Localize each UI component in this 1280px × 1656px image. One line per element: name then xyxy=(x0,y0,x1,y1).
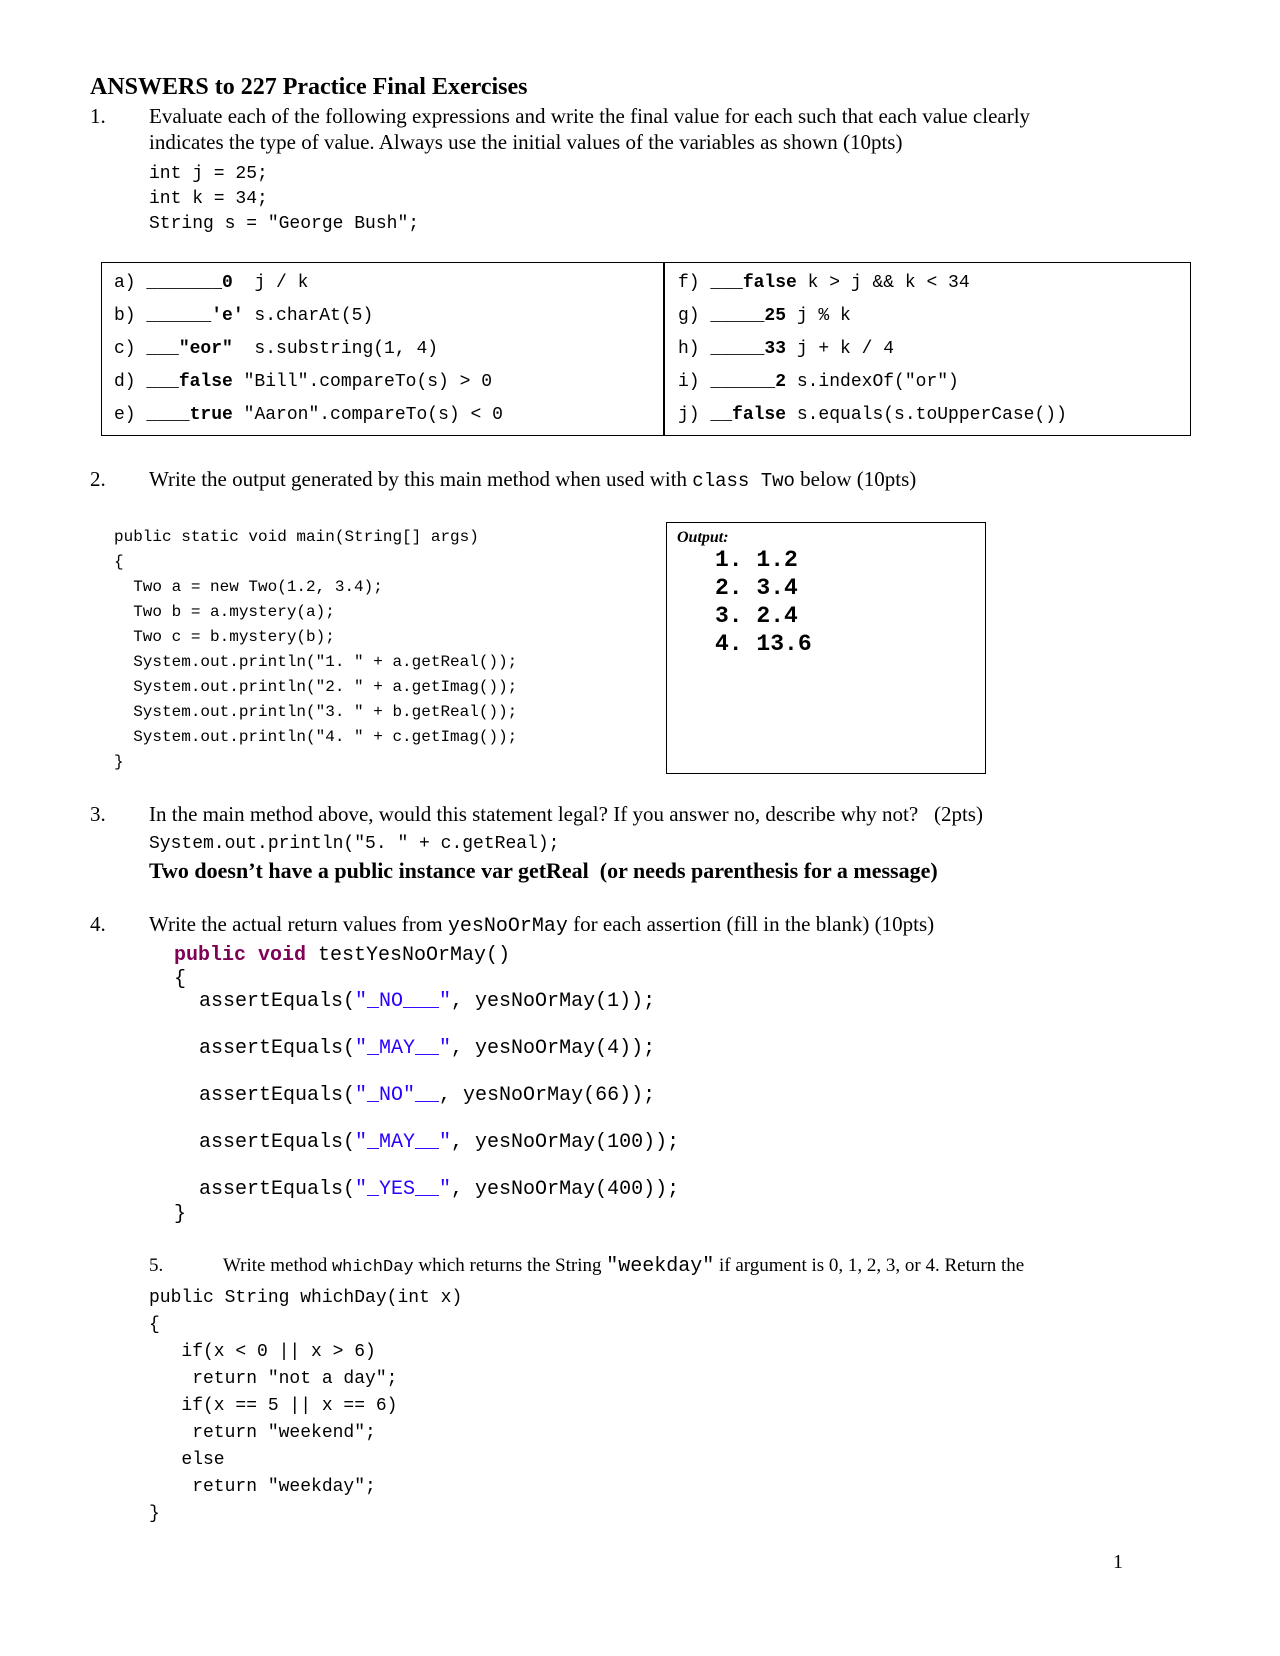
open-brace: { xyxy=(174,968,187,991)
expression: s.substring(1, 4) xyxy=(232,339,439,359)
assert-call: assertEquals( xyxy=(199,1131,356,1154)
answer-blank: _____ xyxy=(710,306,765,326)
q4-text-after: for each assertion (fill in the blank) (10pts) xyxy=(567,912,935,936)
main-code-line: public static void main(String[] args) xyxy=(114,528,479,546)
expression: j % k xyxy=(786,306,851,326)
expression: j / k xyxy=(232,273,309,293)
method-name: testYesNoOrMay() xyxy=(306,944,511,967)
assert-expected: "_MAY__" xyxy=(355,1037,452,1060)
output-line: 4. 13.6 xyxy=(715,631,812,657)
output-label: Output: xyxy=(677,529,729,546)
page-title: ANSWERS to 227 Practice Final Exercises xyxy=(90,74,528,100)
table-row xyxy=(678,372,959,392)
assert-expected: "_NO___" xyxy=(355,990,452,1013)
whichday-code-line: if(x == 5 || x == 6) xyxy=(149,1396,398,1416)
table-row xyxy=(678,306,851,326)
assert-line xyxy=(199,1131,679,1154)
answer-blank: ______ xyxy=(146,306,212,326)
answer-value: false xyxy=(178,372,233,392)
q3-answer: Two doesn’t have a public instance var getReal (or needs parenthesis for a message) xyxy=(149,858,938,883)
table-row xyxy=(114,306,373,326)
table-row xyxy=(114,339,438,359)
answer-value: false xyxy=(732,405,787,425)
output-line: 1. 1.2 xyxy=(715,547,798,573)
row-label: d) xyxy=(114,372,147,392)
whichday-code-line: } xyxy=(149,1504,160,1524)
answer-value: 'e' xyxy=(211,306,244,326)
row-label: h) xyxy=(678,339,711,359)
answer-blank: __ xyxy=(710,405,733,425)
method-keyword: public void xyxy=(174,944,307,967)
answer-blank: ______ xyxy=(710,372,776,392)
question-5-text xyxy=(223,1255,1024,1278)
assert-expected: "_NO"__ xyxy=(355,1084,440,1107)
assert-call: assertEquals( xyxy=(199,1037,356,1060)
row-label: g) xyxy=(678,306,711,326)
whichday-code-line: else xyxy=(149,1450,225,1470)
expressions-table xyxy=(101,262,1191,436)
answer-value: 2 xyxy=(775,372,787,392)
row-label: c) xyxy=(114,339,147,359)
assert-actual: , yesNoOrMay(100)); xyxy=(451,1131,680,1154)
question-4-text xyxy=(149,912,934,938)
question-1-text-line-2: indicates the type of value. Always use the initial values of the variables as shown (10pts) xyxy=(149,130,903,154)
main-code-line: System.out.println("3. " + b.getReal()); xyxy=(114,703,518,721)
output-line: 2. 3.4 xyxy=(715,575,798,601)
answer-value: true xyxy=(189,405,233,425)
answer-blank: _______ xyxy=(146,273,223,293)
assert-line xyxy=(199,1178,679,1201)
row-label: f) xyxy=(678,273,711,293)
main-code-line: Two b = a.mystery(a); xyxy=(114,603,335,621)
q5-text-code: "weekday" xyxy=(606,1255,715,1278)
assert-call: assertEquals( xyxy=(199,990,356,1013)
answer-value: false xyxy=(742,273,797,293)
assert-line xyxy=(199,990,655,1013)
assert-expected: "_YES__" xyxy=(355,1178,452,1201)
table-row xyxy=(114,405,503,425)
answer-blank: ___ xyxy=(146,339,179,359)
main-code-line: System.out.println("4. " + c.getImag()); xyxy=(114,728,518,746)
main-code-line: Two c = b.mystery(b); xyxy=(114,628,335,646)
row-label: i) xyxy=(678,372,711,392)
output-box xyxy=(666,522,986,774)
expression: "Bill".compareTo(s) > 0 xyxy=(232,372,493,392)
test-method-signature xyxy=(174,944,510,967)
question-3-text: In the main method above, would this statement legal? If you answer no, describe why not? (2pts) xyxy=(149,802,983,826)
answer-value: 0 xyxy=(222,273,233,293)
q5-text-before: Write method xyxy=(223,1255,332,1276)
expression: s.equals(s.toUpperCase()) xyxy=(786,405,1067,425)
answer-value: "eor" xyxy=(178,339,233,359)
answer-blank: ____ xyxy=(146,405,190,425)
expression: "Aaron".compareTo(s) < 0 xyxy=(232,405,503,425)
assert-call: assertEquals( xyxy=(199,1178,356,1201)
table-row xyxy=(678,405,1067,425)
whichday-code-line: return "not a day"; xyxy=(149,1369,398,1389)
whichday-code-line: public String whichDay(int x) xyxy=(149,1288,463,1308)
whichday-code-line: { xyxy=(149,1315,160,1335)
assert-actual: , yesNoOrMay(400)); xyxy=(451,1178,680,1201)
question-1-text-line-1: Evaluate each of the following expressions and write the final value for each such that each value clearly xyxy=(149,104,1031,128)
table-row xyxy=(114,372,492,392)
main-code-line: { xyxy=(114,553,124,571)
answer-blank: ___ xyxy=(710,273,743,293)
q2-text-before: Write the output generated by this main method when used with xyxy=(149,467,693,491)
q5-text-code: whichDay xyxy=(331,1258,414,1277)
q4-text-code: yesNoOrMay xyxy=(447,915,568,938)
close-brace: } xyxy=(174,1203,187,1226)
question-5-number: 5. xyxy=(149,1255,164,1276)
answer-value: 25 xyxy=(764,306,787,326)
whichday-code-line: return "weekend"; xyxy=(149,1423,376,1443)
q1-code-line: int k = 34; xyxy=(149,189,268,209)
q1-code-line: int j = 25; xyxy=(149,164,268,184)
q1-code-line: String s = "George Bush"; xyxy=(149,214,420,234)
q5-text-after: if argument is 0, 1, 2, 3, or 4. Return the xyxy=(714,1255,1025,1276)
assert-expected: "_MAY__" xyxy=(355,1131,452,1154)
question-2-number: 2. xyxy=(90,467,106,491)
q5-text-mid: which returns the String xyxy=(413,1255,607,1276)
question-4-number: 4. xyxy=(90,912,106,936)
expression: s.charAt(5) xyxy=(243,306,374,326)
assert-actual: , yesNoOrMay(66)); xyxy=(439,1084,656,1107)
main-code-line: System.out.println("2. " + a.getImag()); xyxy=(114,678,518,696)
whichday-code-line: return "weekday"; xyxy=(149,1477,376,1497)
row-label: j) xyxy=(678,405,711,425)
assert-call: assertEquals( xyxy=(199,1084,356,1107)
assert-actual: , yesNoOrMay(1)); xyxy=(451,990,656,1013)
q3-code: System.out.println("5. " + c.getReal); xyxy=(149,834,560,854)
output-line: 3. 2.4 xyxy=(715,603,798,629)
row-label: a) xyxy=(114,273,147,293)
q2-text-code: class Two xyxy=(692,470,795,492)
table-row xyxy=(678,339,894,359)
main-code-line: Two a = new Two(1.2, 3.4); xyxy=(114,578,383,596)
page-number: 1 xyxy=(1113,1551,1123,1573)
answer-blank: ___ xyxy=(146,372,179,392)
question-3-number: 3. xyxy=(90,802,106,826)
main-code-line: System.out.println("1. " + a.getReal()); xyxy=(114,653,518,671)
question-1-number: 1. xyxy=(90,104,106,128)
table-row xyxy=(114,273,308,293)
row-label: e) xyxy=(114,405,147,425)
expression: s.indexOf("or") xyxy=(786,372,959,392)
q2-text-after: below (10pts) xyxy=(794,467,917,491)
table-divider xyxy=(663,263,665,435)
assert-actual: , yesNoOrMay(4)); xyxy=(451,1037,656,1060)
expression: k > j && k < 34 xyxy=(796,273,970,293)
row-label: b) xyxy=(114,306,147,326)
answer-blank: _____ xyxy=(710,339,765,359)
table-row xyxy=(678,273,970,293)
main-code-line: } xyxy=(114,753,124,771)
assert-line xyxy=(199,1037,655,1060)
question-2-text xyxy=(149,467,916,492)
whichday-code-line: if(x < 0 || x > 6) xyxy=(149,1342,376,1362)
q4-text-before: Write the actual return values from xyxy=(149,912,448,936)
assert-line xyxy=(199,1084,655,1107)
answer-value: 33 xyxy=(764,339,787,359)
expression: j + k / 4 xyxy=(786,339,895,359)
